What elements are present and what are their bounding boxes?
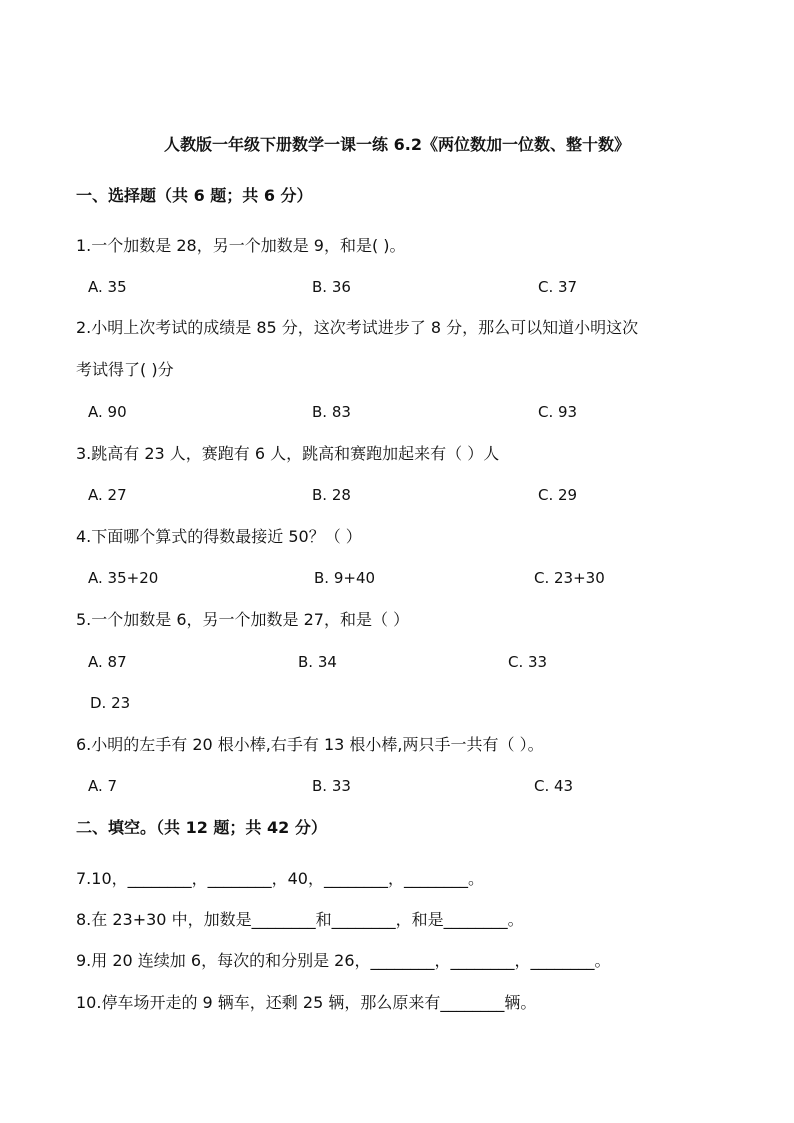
q5-option-a: A. 87: [88, 653, 127, 671]
worksheet-title: 人教版一年级下册数学一课一练 6.2《两位数加一位数、整十数》: [164, 135, 630, 154]
q6-option-a: A. 7: [88, 777, 118, 795]
question-8: 8.在 23+30 中，加数是________和________，和是________。: [76, 910, 524, 929]
question-5: 5.一个加数是 6，另一个加数是 27，和是（ ）: [76, 610, 410, 629]
question-2-line-2: 考试得了( )分: [76, 360, 174, 379]
q5-option-d: D. 23: [90, 694, 131, 712]
q4-option-a: A. 35+20: [88, 569, 159, 587]
question-6: 6.小明的左手有 20 根小棒,右手有 13 根小棒,两只手一共有（ ）。: [76, 735, 544, 754]
section-heading-fill: 二、填空。（共 12 题；共 42 分）: [76, 818, 327, 837]
q1-option-c: C. 37: [538, 278, 578, 296]
question-2-line-1: 2.小明上次考试的成绩是 85 分，这次考试进步了 8 分，那么可以知道小明这次: [76, 318, 639, 337]
q6-option-c: C. 43: [534, 777, 574, 795]
question-4: 4.下面哪个算式的得数最接近 50？（ ）: [76, 527, 362, 546]
question-9: 9.用 20 连续加 6，每次的和分别是 26，________，________，________。: [76, 951, 611, 970]
question-3: 3.跳高有 23 人，赛跑有 6 人，跳高和赛跑加起来有（ ）人: [76, 444, 500, 463]
q2-option-c: C. 93: [538, 403, 578, 421]
q1-option-a: A. 35: [88, 278, 127, 296]
q3-option-a: A. 27: [88, 486, 127, 504]
section-heading-choice: 一、选择题（共 6 题；共 6 分）: [76, 186, 313, 205]
q4-option-b: B. 9+40: [314, 569, 376, 587]
q3-option-b: B. 28: [312, 486, 351, 504]
question-7: 7.10，________，________，40，________，________。: [76, 869, 484, 888]
question-1: 1.一个加数是 28，另一个加数是 9，和是( )。: [76, 236, 406, 255]
q3-option-c: C. 29: [538, 486, 578, 504]
q4-option-c: C. 23+30: [534, 569, 605, 587]
q6-option-b: B. 33: [312, 777, 351, 795]
q5-option-c: C. 33: [508, 653, 548, 671]
q2-option-b: B. 83: [312, 403, 351, 421]
question-10: 10.停车场开走的 9 辆车，还剩 25 辆，那么原来有________辆。: [76, 993, 537, 1012]
q2-option-a: A. 90: [88, 403, 127, 421]
q5-option-b: B. 34: [298, 653, 337, 671]
q1-option-b: B. 36: [312, 278, 351, 296]
